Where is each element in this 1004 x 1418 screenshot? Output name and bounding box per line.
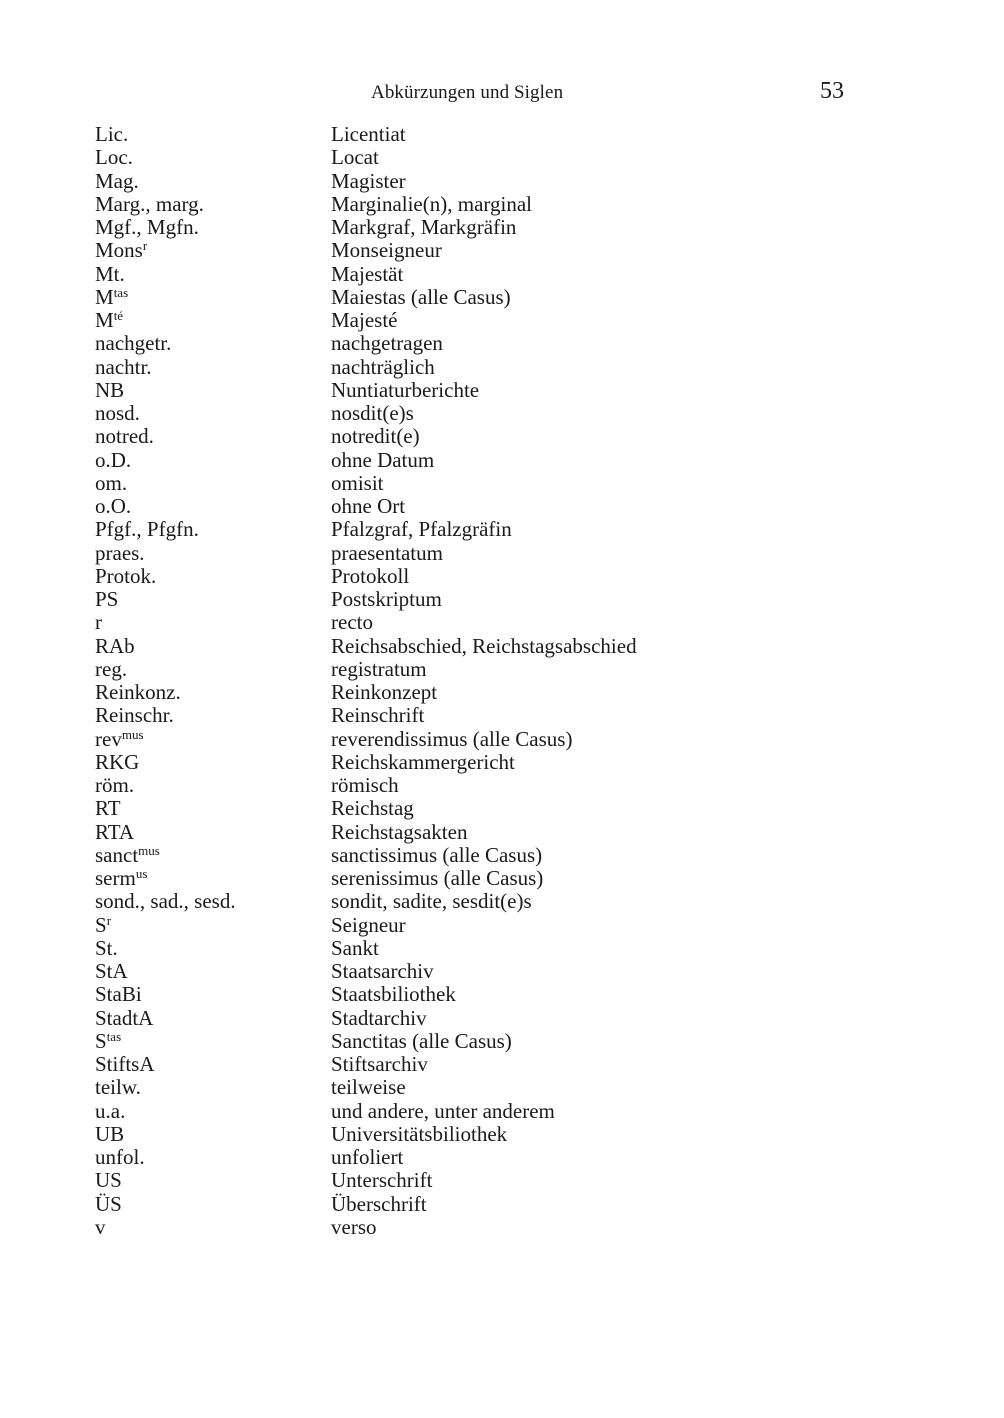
abbreviation-text: StaBi xyxy=(95,982,142,1007)
abbreviation-text: Loc. xyxy=(95,145,133,170)
abbreviation-row xyxy=(95,1169,915,1192)
abbreviation-meaning: Markgraf, Markgräfin xyxy=(331,215,517,239)
abbreviation-meaning: Überschrift xyxy=(331,1191,427,1216)
abbreviation-row xyxy=(95,751,915,774)
abbreviation-row xyxy=(95,983,915,1006)
abbreviation-term xyxy=(95,774,134,797)
abbreviation-row xyxy=(95,216,915,239)
abbreviation-term xyxy=(95,890,236,913)
abbreviation-term xyxy=(95,1053,155,1076)
abbreviation-meaning: nosdit(e)s xyxy=(331,401,414,425)
abbreviation-text: Mons xyxy=(95,238,143,263)
abbreviation-text: StA xyxy=(95,959,128,983)
abbreviation-term xyxy=(95,1100,125,1123)
abbreviation-meaning: ohne Ort xyxy=(331,494,406,518)
abbreviation-row xyxy=(95,542,915,565)
abbreviation-meaning: teilweise xyxy=(331,1075,406,1100)
abbreviation-term xyxy=(95,1007,153,1030)
abbreviation-term xyxy=(95,263,125,286)
abbreviation-row xyxy=(95,146,915,169)
abbreviation-term xyxy=(95,821,134,844)
abbreviation-term xyxy=(95,797,121,820)
abbreviation-list xyxy=(95,123,915,1239)
abbreviation-row xyxy=(95,518,915,541)
abbreviation-row xyxy=(95,1076,915,1099)
abbreviation-meaning: Reichstag xyxy=(331,796,414,821)
abbreviation-row xyxy=(95,1007,915,1030)
abbreviation-row xyxy=(95,565,915,588)
abbreviation-superscript: mus xyxy=(138,842,160,858)
abbreviation-term xyxy=(95,309,123,332)
abbreviation-term xyxy=(95,356,152,379)
abbreviation-text: sanct xyxy=(95,842,139,867)
abbreviation-text: o.D. xyxy=(95,447,132,472)
abbreviation-meaning: registratum xyxy=(331,656,427,681)
abbreviation-row xyxy=(95,356,915,379)
abbreviation-row xyxy=(95,495,915,518)
abbreviation-text: PS xyxy=(95,587,119,611)
abbreviation-meaning: Staatsbiliothek xyxy=(331,982,456,1007)
abbreviation-text: reg. xyxy=(95,656,128,681)
abbreviation-superscript: r xyxy=(142,238,148,254)
abbreviation-meaning: sanctissimus (alle Casus) xyxy=(331,842,543,867)
abbreviation-meaning: ohne Datum xyxy=(331,447,435,472)
abbreviation-term xyxy=(95,449,131,472)
abbreviation-text: Pfgf., Pfgfn. xyxy=(95,517,199,542)
abbreviation-term xyxy=(95,239,147,262)
abbreviation-row xyxy=(95,170,915,193)
abbreviation-row xyxy=(95,1146,915,1169)
abbreviation-term xyxy=(95,1076,141,1099)
abbreviation-row xyxy=(95,425,915,448)
abbreviation-term xyxy=(95,937,118,960)
abbreviation-row xyxy=(95,1123,915,1146)
abbreviation-row xyxy=(95,611,915,634)
abbreviation-meaning: Sanctitas (alle Casus) xyxy=(331,1028,512,1053)
abbreviation-text: v xyxy=(95,1214,106,1239)
abbreviation-superscript: té xyxy=(113,308,124,323)
abbreviation-superscript: us xyxy=(135,866,148,881)
abbreviation-term xyxy=(95,611,102,634)
abbreviation-row xyxy=(95,472,915,495)
abbreviation-term xyxy=(95,1146,145,1169)
abbreviation-text: StiftsA xyxy=(95,1052,155,1076)
abbreviation-term xyxy=(95,170,139,193)
abbreviation-text: NB xyxy=(95,377,125,402)
abbreviation-term xyxy=(95,960,128,983)
abbreviation-text: Mag. xyxy=(95,168,139,193)
abbreviation-text: Marg., marg. xyxy=(95,191,204,216)
abbreviation-text: Mt. xyxy=(95,261,125,286)
abbreviation-text: UB xyxy=(95,1121,125,1146)
abbreviation-meaning: Marginalie(n), marginal xyxy=(331,191,532,216)
abbreviation-meaning: Majestät xyxy=(331,261,404,286)
abbreviation-text: röm. xyxy=(95,773,135,797)
abbreviation-meaning: reverendissimus (alle Casus) xyxy=(331,726,573,751)
abbreviation-meaning: praesentatum xyxy=(331,540,443,565)
abbreviation-term xyxy=(95,983,142,1006)
abbreviation-text: unfol. xyxy=(95,1145,145,1169)
abbreviation-text: rev xyxy=(95,726,122,751)
abbreviation-term xyxy=(95,518,199,541)
abbreviation-meaning: Sankt xyxy=(331,935,379,960)
abbreviation-row xyxy=(95,193,915,216)
abbreviation-meaning: serenissimus (alle Casus) xyxy=(331,866,544,890)
abbreviation-term xyxy=(95,681,181,704)
abbreviation-text: nachgetr. xyxy=(95,331,172,356)
abbreviation-row xyxy=(95,588,915,611)
abbreviation-term xyxy=(95,867,147,890)
abbreviation-meaning: Licentiat xyxy=(331,122,406,146)
abbreviation-row xyxy=(95,402,915,425)
abbreviation-meaning: Monseigneur xyxy=(331,238,442,263)
abbreviation-row xyxy=(95,379,915,402)
abbreviation-term xyxy=(95,379,124,402)
abbreviation-text: St. xyxy=(95,935,118,960)
abbreviation-row xyxy=(95,844,915,867)
abbreviation-meaning: Magister xyxy=(331,168,406,193)
abbreviation-row xyxy=(95,867,915,890)
abbreviation-row xyxy=(95,658,915,681)
abbreviation-row xyxy=(95,1030,915,1053)
abbreviation-row xyxy=(95,1100,915,1123)
abbreviation-text: RAb xyxy=(95,633,135,658)
abbreviation-row xyxy=(95,1193,915,1216)
abbreviation-text: sond., sad., sesd. xyxy=(95,889,236,914)
abbreviation-text: notred. xyxy=(95,424,154,449)
abbreviation-text: RT xyxy=(95,796,121,821)
abbreviation-row xyxy=(95,635,915,658)
abbreviation-term xyxy=(95,542,145,565)
abbreviation-text: M xyxy=(95,284,114,309)
abbreviation-text: teilw. xyxy=(95,1075,141,1100)
abbreviation-meaning: Protokoll xyxy=(331,563,410,588)
abbreviation-row xyxy=(95,263,915,286)
abbreviation-row xyxy=(95,286,915,309)
abbreviation-meaning: nachträglich xyxy=(331,354,435,379)
abbreviation-meaning: Majesté xyxy=(331,308,398,332)
abbreviation-row xyxy=(95,914,915,937)
abbreviation-term xyxy=(95,146,133,169)
abbreviation-row xyxy=(95,960,915,983)
abbreviation-text: M xyxy=(95,308,114,332)
abbreviation-row xyxy=(95,728,915,751)
abbreviation-text: Reinkonz. xyxy=(95,680,181,704)
abbreviation-row xyxy=(95,332,915,355)
abbreviation-term xyxy=(95,751,139,774)
abbreviation-meaning: recto xyxy=(331,610,373,635)
abbreviation-row xyxy=(95,309,915,332)
abbreviation-text: nosd. xyxy=(95,401,140,425)
abbreviation-superscript: tas xyxy=(106,1028,122,1044)
abbreviation-text: u.a. xyxy=(95,1098,126,1123)
abbreviation-text: S xyxy=(95,912,107,937)
abbreviation-text: StadtA xyxy=(95,1005,154,1030)
abbreviation-superscript: r xyxy=(106,912,112,928)
abbreviation-text: S xyxy=(95,1028,107,1053)
abbreviation-text: r xyxy=(95,610,102,635)
abbreviation-term xyxy=(95,495,131,518)
abbreviation-term xyxy=(95,844,160,867)
abbreviation-row xyxy=(95,774,915,797)
page-number: 53 xyxy=(820,78,844,104)
abbreviation-text: Reinschr. xyxy=(95,703,174,728)
abbreviation-term xyxy=(95,914,111,937)
abbreviation-row xyxy=(95,239,915,262)
abbreviation-term xyxy=(95,332,171,355)
abbreviation-meaning: Unterschrift xyxy=(331,1168,433,1193)
abbreviation-row xyxy=(95,890,915,913)
abbreviation-meaning: nachgetragen xyxy=(331,331,443,356)
abbreviation-text: o.O. xyxy=(95,494,132,518)
abbreviation-superscript: mus xyxy=(121,726,144,742)
abbreviation-row xyxy=(95,1216,915,1239)
abbreviation-text: Lic. xyxy=(95,122,129,146)
abbreviation-text: RKG xyxy=(95,749,140,774)
abbreviation-term xyxy=(95,193,204,216)
abbreviation-term xyxy=(95,565,156,588)
abbreviation-term xyxy=(95,1123,124,1146)
abbreviation-term xyxy=(95,1169,122,1192)
abbreviation-meaning: Reichsabschied, Reichstagsabschied xyxy=(331,633,637,658)
abbreviation-meaning: Staatsarchiv xyxy=(331,959,434,983)
abbreviation-meaning: Universitätsbiliothek xyxy=(331,1121,508,1146)
abbreviation-row xyxy=(95,123,915,146)
running-title: Abkürzungen und Siglen xyxy=(371,82,564,103)
abbreviation-term xyxy=(95,728,144,751)
abbreviation-term xyxy=(95,425,154,448)
abbreviation-meaning: Pfalzgraf, Pfalzgräfin xyxy=(331,517,512,542)
abbreviation-text: ÜS xyxy=(95,1191,122,1216)
abbreviation-term xyxy=(95,1030,121,1053)
abbreviation-text: RTA xyxy=(95,819,135,844)
abbreviation-meaning: Seigneur xyxy=(331,912,406,937)
abbreviation-text: serm xyxy=(95,866,136,890)
abbreviation-meaning: römisch xyxy=(331,773,399,797)
abbreviation-text: Mgf., Mgfn. xyxy=(95,215,199,239)
abbreviation-row xyxy=(95,449,915,472)
abbreviation-meaning: und andere, unter anderem xyxy=(331,1098,555,1123)
abbreviation-text: praes. xyxy=(95,540,145,565)
abbreviation-term xyxy=(95,704,174,727)
running-head xyxy=(0,80,1004,106)
abbreviation-meaning: Reinkonzept xyxy=(331,680,438,704)
abbreviation-text: nachtr. xyxy=(95,354,152,379)
abbreviation-meaning: Stiftsarchiv xyxy=(331,1052,428,1076)
abbreviation-meaning: Maiestas (alle Casus) xyxy=(331,284,511,309)
abbreviation-meaning: Reinschrift xyxy=(331,703,425,728)
abbreviation-term xyxy=(95,658,127,681)
abbreviation-term xyxy=(95,286,128,309)
abbreviation-text: Protok. xyxy=(95,563,157,588)
abbreviation-term xyxy=(95,123,128,146)
abbreviation-row xyxy=(95,704,915,727)
abbreviation-meaning: Stadtarchiv xyxy=(331,1005,427,1030)
abbreviation-row xyxy=(95,1053,915,1076)
abbreviation-meaning: unfoliert xyxy=(331,1145,404,1169)
abbreviation-term xyxy=(95,1216,106,1239)
abbreviation-term xyxy=(95,1193,122,1216)
abbreviation-term xyxy=(95,588,118,611)
abbreviation-meaning: verso xyxy=(331,1214,377,1239)
abbreviation-superscript: tas xyxy=(113,284,129,300)
abbreviation-row xyxy=(95,797,915,820)
abbreviation-term xyxy=(95,402,140,425)
abbreviation-row xyxy=(95,937,915,960)
abbreviation-row xyxy=(95,821,915,844)
abbreviation-term xyxy=(95,216,199,239)
abbreviation-meaning: Nuntiaturberichte xyxy=(331,377,480,402)
abbreviation-meaning: notredit(e) xyxy=(331,424,420,449)
abbreviation-meaning: Postskriptum xyxy=(331,587,442,611)
abbreviation-term xyxy=(95,635,135,658)
abbreviation-meaning: sondit, sadite, sesdit(e)s xyxy=(331,889,532,914)
abbreviation-text: om. xyxy=(95,470,128,495)
abbreviation-meaning: Reichskammergericht xyxy=(331,749,515,774)
abbreviation-term xyxy=(95,472,127,495)
abbreviation-meaning: omisit xyxy=(331,470,384,495)
abbreviation-row xyxy=(95,681,915,704)
abbreviation-meaning: Locat xyxy=(331,145,379,170)
abbreviation-text: US xyxy=(95,1168,122,1193)
abbreviation-meaning: Reichstagsakten xyxy=(331,819,468,844)
